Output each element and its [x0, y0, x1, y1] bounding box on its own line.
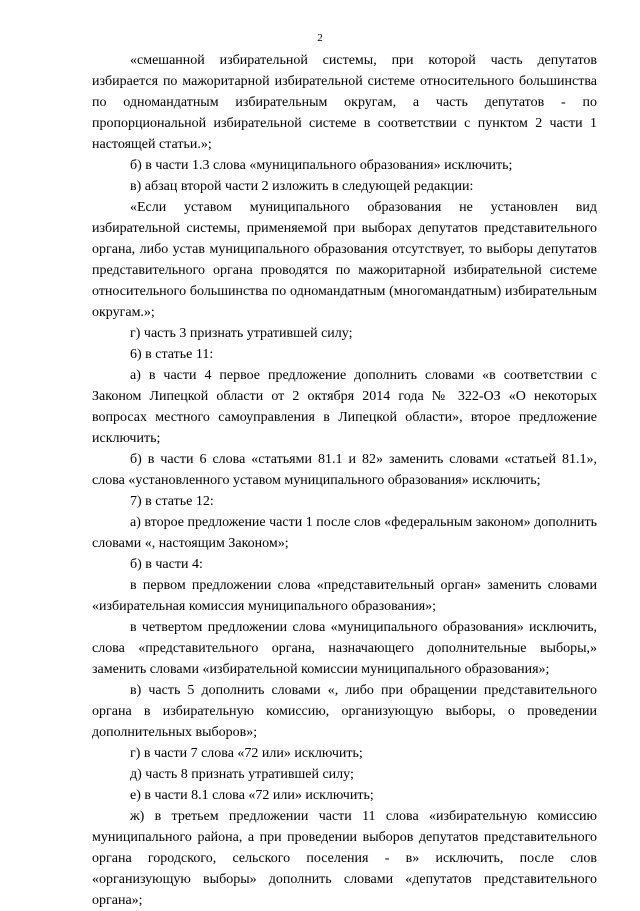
page-number: 2 — [317, 32, 323, 44]
paragraph: 7) в статье 12: — [130, 494, 214, 509]
paragraph: 6) в статье 11: — [130, 347, 214, 362]
paragraph: б) в части 6 слова «статьями 81.1 и 82» заменить словами «статьей 81.1», слова «установленного уставом муниципального образования» исключить; — [92, 452, 597, 488]
document-body — [92, 50, 597, 911]
paragraph: б) в части 1.3 слова «муниципального образования» исключить; — [130, 158, 513, 173]
paragraph: д) часть 8 признать утратившей силу; — [130, 767, 354, 782]
paragraph: в четвертом предложении слова «муниципального образования» исключить, слова «представительного органа, назначающего дополнительные выборы,» заменить словами «избирательной комиссии муниципального образования»; — [92, 620, 597, 677]
paragraph: г) в части 7 слова «72 или» исключить; — [130, 746, 363, 761]
paragraph: ж) в третьем предложении части 11 слова «избирательную комиссию муниципального района, а при проведении выборов депутатов представительного органа городского, сельского поселения - в» исключить, после слов «организующую выборы» дополнить словами «депутатов представительного органа»; — [92, 809, 597, 908]
paragraph: «смешанной избирательной системы, при которой часть депутатов избирается по мажоритарной избирательной системе относительного большинства по одномандатным избирательным округам, а часть депутатов - по пропорциональной избирательной системе в соответствии с пунктом 2 части 1 настоящей статьи.»; — [92, 53, 597, 152]
paragraph: в) часть 5 дополнить словами «, либо при обращении представительного органа в избирательную комиссию, организующую выборы, о проведении дополнительных выборов»; — [92, 683, 597, 740]
paragraph: б) в части 4: — [130, 557, 203, 572]
paragraph: е) в части 8.1 слова «72 или» исключить; — [130, 788, 374, 803]
paragraph: а) второе предложение части 1 после слов «федеральным законом» дополнить словами «, настоящим Законом»; — [92, 515, 598, 551]
paragraph: в) абзац второй части 2 изложить в следующей редакции: — [130, 179, 474, 194]
paragraph: в первом предложении слова «представительный орган» заменить словами «избирательная комиссия муниципального образования»; — [92, 578, 597, 614]
paragraph: «Если уставом муниципального образования не установлен вид избирательной системы, применяемой при выборах депутатов представительного органа, либо устав муниципального образования отсутствует, то выборы депутатов представительного органа проводятся по мажоритарной избирательной системе относительного большинства по одномандатным (многомандатным) избирательным округам.»; — [92, 200, 597, 320]
paragraph: а) в части 4 первое предложение дополнить словами «в соответствии с Законом Липецкой области от 2 октября 2014 года № 322-ОЗ «О некоторых вопросах местного самоуправления в Липецкой области», второе предложение исключить; — [92, 368, 597, 446]
paragraph: г) часть 3 признать утратившей силу; — [130, 326, 353, 341]
